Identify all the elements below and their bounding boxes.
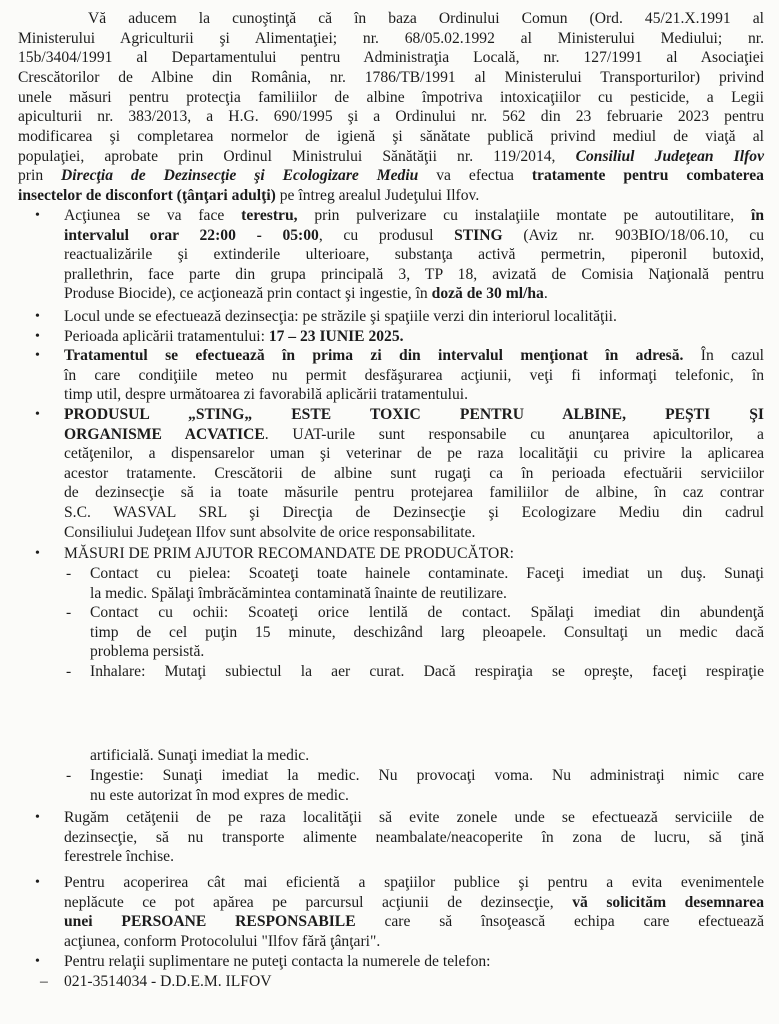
text-run: nu este autorizat în mod expres de medic.: [90, 786, 349, 804]
text-run: (Aviz nr. 903BIO/18/06.10, cu: [502, 226, 764, 244]
text-run: la medic. Spălaţi îmbrăcămintea contaminată înainte de reutilizare.: [90, 584, 507, 602]
text-line: [64, 265, 764, 285]
text-line: [64, 873, 764, 893]
emphasis-text: STING: [454, 226, 503, 244]
text-run: Contact cu ochii: Scoateţi orice lentilă de contact. Spălaţi imediat din abundenţă: [90, 604, 764, 621]
emphasis-text: unei PERSOANE RESPONSABILE: [64, 913, 356, 931]
text-line: [64, 523, 764, 543]
text-run: timp de cel puţin 15 minute, deschizând larg pleoapele. Consultaţi un medic dacă: [90, 623, 764, 641]
text-run: populaţiei, aprobate prin Ordinul Ministrului Sănătăţii nr. 119/2014,: [18, 148, 576, 165]
emphasis-text: terestru,: [241, 207, 298, 224]
text-run: 15b/3404/1991 al Departamentului pentru Administraţia Locală, nr. 127/1991 al Asociaţiei: [18, 49, 764, 66]
bullet-marker: •: [35, 954, 40, 969]
emphasis-text: Consiliul Judeţean Ilfov: [575, 148, 764, 165]
text-line: [64, 808, 764, 828]
text-line: [64, 425, 764, 445]
text-run: Ingestie: Sunaţi imediat la medic. Nu provocaţi voma. Nu administraţi nimic care: [90, 767, 764, 784]
text-run: neplăcute ce pot apărea pe parcursul acţiunii de dezinsecţie,: [64, 893, 573, 911]
bullet-marker: •: [35, 875, 40, 890]
contact-dash: –: [40, 973, 48, 990]
text-run: Rugăm cetăţenii de pe raza localităţii să evite zonele unde se efectuează serviciile de: [64, 809, 764, 826]
text-line: [64, 346, 764, 366]
text-line: [64, 405, 764, 425]
text-run: Pentru relaţii suplimentare ne puteţi contacta la numerele de telefon:: [64, 953, 491, 970]
text-run: Perioada aplicării tratamentului:: [64, 328, 269, 345]
text-line: [64, 503, 764, 523]
text-run: , cu produsul: [318, 226, 455, 244]
text-line: [90, 766, 764, 786]
text-run: Produse Biocide), ce acţionează prin contact şi ingestie, în: [64, 285, 432, 303]
text-line: [64, 444, 764, 464]
bullet-marker: •: [35, 348, 40, 363]
dash-marker: -: [66, 604, 72, 621]
text-line: [90, 564, 764, 584]
dash-marker: -: [66, 767, 72, 784]
text-line: [64, 544, 764, 564]
text-line: [64, 385, 764, 405]
dash-marker: -: [66, 565, 72, 582]
emphasis-text: în: [751, 207, 765, 224]
text-run: va efectua: [418, 167, 532, 184]
text-line: [90, 662, 764, 682]
emphasis-text: insectelor de disconfort (ţânţari adulţi): [18, 187, 276, 204]
text-run: .: [543, 285, 548, 303]
text-line: [18, 147, 764, 167]
text-line: [18, 88, 764, 108]
text-line: [90, 584, 764, 604]
text-run: prin: [18, 167, 62, 184]
text-run: În cazul: [683, 347, 764, 364]
bullet-marker: •: [35, 329, 40, 344]
text-run: MĂSURI DE PRIM AJUTOR RECOMANDATE DE PRODUCĂTOR:: [64, 545, 514, 562]
text-run: Ministerului Agriculturii şi Alimentaţiei; nr. 68/05.02.1992 al Ministerului Mediului; nr.: [18, 30, 764, 47]
dash-marker: -: [66, 663, 72, 680]
text-line: [64, 245, 764, 265]
text-run: S.C. WASVAL SRL şi Direcţia de Dezinsecţie şi Ecologizare Mediu din cadrul: [64, 504, 764, 521]
text-run: ferestrele închise.: [64, 848, 174, 866]
text-line: [18, 127, 764, 147]
text-line: [64, 952, 764, 972]
text-run: acestor tratamente. Crescătorii de albine sunt rugaţi ca în perioada efectuării serviciilor: [64, 464, 764, 482]
text-run: cetăţenilor, a dispensarelor uman şi veterinar de pe raza localităţii cu privire la aplicarea: [64, 445, 764, 463]
bullet-marker: •: [35, 407, 40, 422]
text-line: [64, 226, 764, 246]
text-run: Locul unde se efectuează dezinsecţia: pe străzile şi spaţiile verzi din interiorul localităţii.: [64, 308, 617, 325]
text-run: Crescătorilor de Albine din România, nr. 1786/TB/1991 al Ministerului Transporturilor) privind: [18, 69, 764, 86]
text-run: Contact cu pielea: Scoateţi toate hainele contaminate. Faceţi imediat un duş. Sunaţi: [90, 565, 764, 582]
text-line: [64, 893, 764, 913]
text-line: [18, 186, 764, 206]
bullet-marker: •: [35, 208, 40, 223]
emphasis-text: vă solicităm desemnarea: [572, 893, 765, 911]
text-run: . UAT-urile sunt responsabile cu anunţarea apicultorilor, a: [264, 425, 764, 443]
text-run: dezinsecţie, să nu transporte alimente neambalate/neacoperite în zona de lucru, să ţină: [64, 828, 764, 846]
text-line: [64, 828, 764, 848]
text-run: acţiunea, conform Protocolului "Ilfov fără ţânţari".: [64, 932, 381, 950]
text-line: [90, 746, 764, 766]
text-line: [90, 786, 764, 806]
text-line: [64, 366, 764, 386]
text-run: Pentru acoperirea cât mai eficientă a spaţiilor publice şi pentru a evita evenimentele: [64, 874, 764, 891]
bullet-marker: •: [35, 546, 40, 561]
text-line: [64, 327, 764, 347]
text-run: problema persistă.: [90, 643, 205, 661]
emphasis-text: 17 – 23 IUNIE 2025.: [268, 328, 404, 345]
text-line: [64, 847, 764, 867]
text-line: [64, 464, 764, 484]
contact-phone: 021-3514034 - D.D.E.M. ILFOV: [64, 973, 272, 990]
text-line: [90, 623, 764, 643]
emphasis-text: tratamente pentru combaterea: [531, 167, 764, 184]
emphasis-text: intervalul orar 22:00 - 05:00: [64, 226, 319, 244]
text-line: [90, 603, 764, 623]
text-line: [18, 29, 764, 49]
text-run: în care condiţiile meteo nu permit desfăşurarea acţiunii, veţi fi informaţi telefonic, în: [64, 366, 764, 384]
text-run: modificarea şi completarea normelor de igienă şi sănătate publică privind mediul de viaţă al: [18, 128, 764, 145]
text-run: de dezinsecţie să ia toate măsurile pentru protejarea familiilor de albine, în caz contrar: [64, 484, 764, 502]
text-run: Acţiunea se va face: [64, 207, 242, 224]
text-line: [18, 166, 764, 186]
text-run: unele măsuri pentru protecţia familiilor de albine împotriva intoxicaţiilor cu pesticide, a Legii: [18, 89, 764, 106]
text-run: artificială. Sunaţi imediat la medic.: [90, 747, 310, 764]
text-line: [18, 107, 764, 127]
emphasis-text: doză de 30 ml/ha: [431, 285, 544, 303]
text-run: care să însoţească echipa care efectuează: [355, 913, 765, 931]
text-line: [90, 642, 764, 662]
text-line: [64, 206, 764, 226]
text-run: apiculturii nr. 383/2013, a H.G. 690/1995 şi a Ordinului nr. 562 din 23 februarie 2023 pentru: [18, 108, 764, 125]
text-line: [88, 9, 764, 29]
text-run: Inhalare: Mutaţi subiectul la aer curat. Dacă respiraţia se opreşte, faceţi respiraţie: [90, 663, 764, 680]
text-line: [64, 307, 764, 327]
emphasis-text: PRODUSUL „STING„ ESTE TOXIC PENTRU ALBINE, PEŞTI ŞI: [64, 406, 764, 423]
emphasis-text: Tratamentul se efectuează în prima zi din intervalul menţionat în adresă.: [64, 347, 684, 364]
emphasis-text: Direcţia de Dezinsecţie şi Ecologizare Mediu: [61, 167, 419, 184]
text-run: prallethrin, face parte din grupa principală 3, TP 18, avizată de Comisia Naţională pentru: [64, 265, 764, 283]
text-line: [64, 912, 764, 932]
text-run: Consiliului Judeţean Ilfov sunt absolvite de orice responsabilitate.: [64, 523, 476, 541]
text-run: reactualizările şi extinderile ulterioare, substanţa activă permetrin, piperonil butoxid,: [64, 246, 764, 264]
text-line: [64, 483, 764, 503]
emphasis-text: ORGANISME ACVATICE: [64, 425, 265, 443]
text-run: prin pulverizare cu instalaţiile montate pe autoutilitare,: [297, 207, 751, 224]
text-line: [18, 48, 764, 68]
text-line: [64, 284, 764, 304]
text-run: pe întreg arealul Judeţului Ilfov.: [275, 187, 480, 204]
bullet-marker: •: [35, 810, 40, 825]
text-line: [64, 932, 764, 952]
text-run: Vă aducem la cunoştinţă că în baza Ordinului Comun (Ord. 45/21.X.1991 al: [88, 10, 764, 27]
text-line: [18, 68, 764, 88]
text-run: timp util, despre următoarea zi favorabilă aplicării tratamentului.: [64, 386, 468, 404]
bullet-marker: •: [35, 309, 40, 324]
